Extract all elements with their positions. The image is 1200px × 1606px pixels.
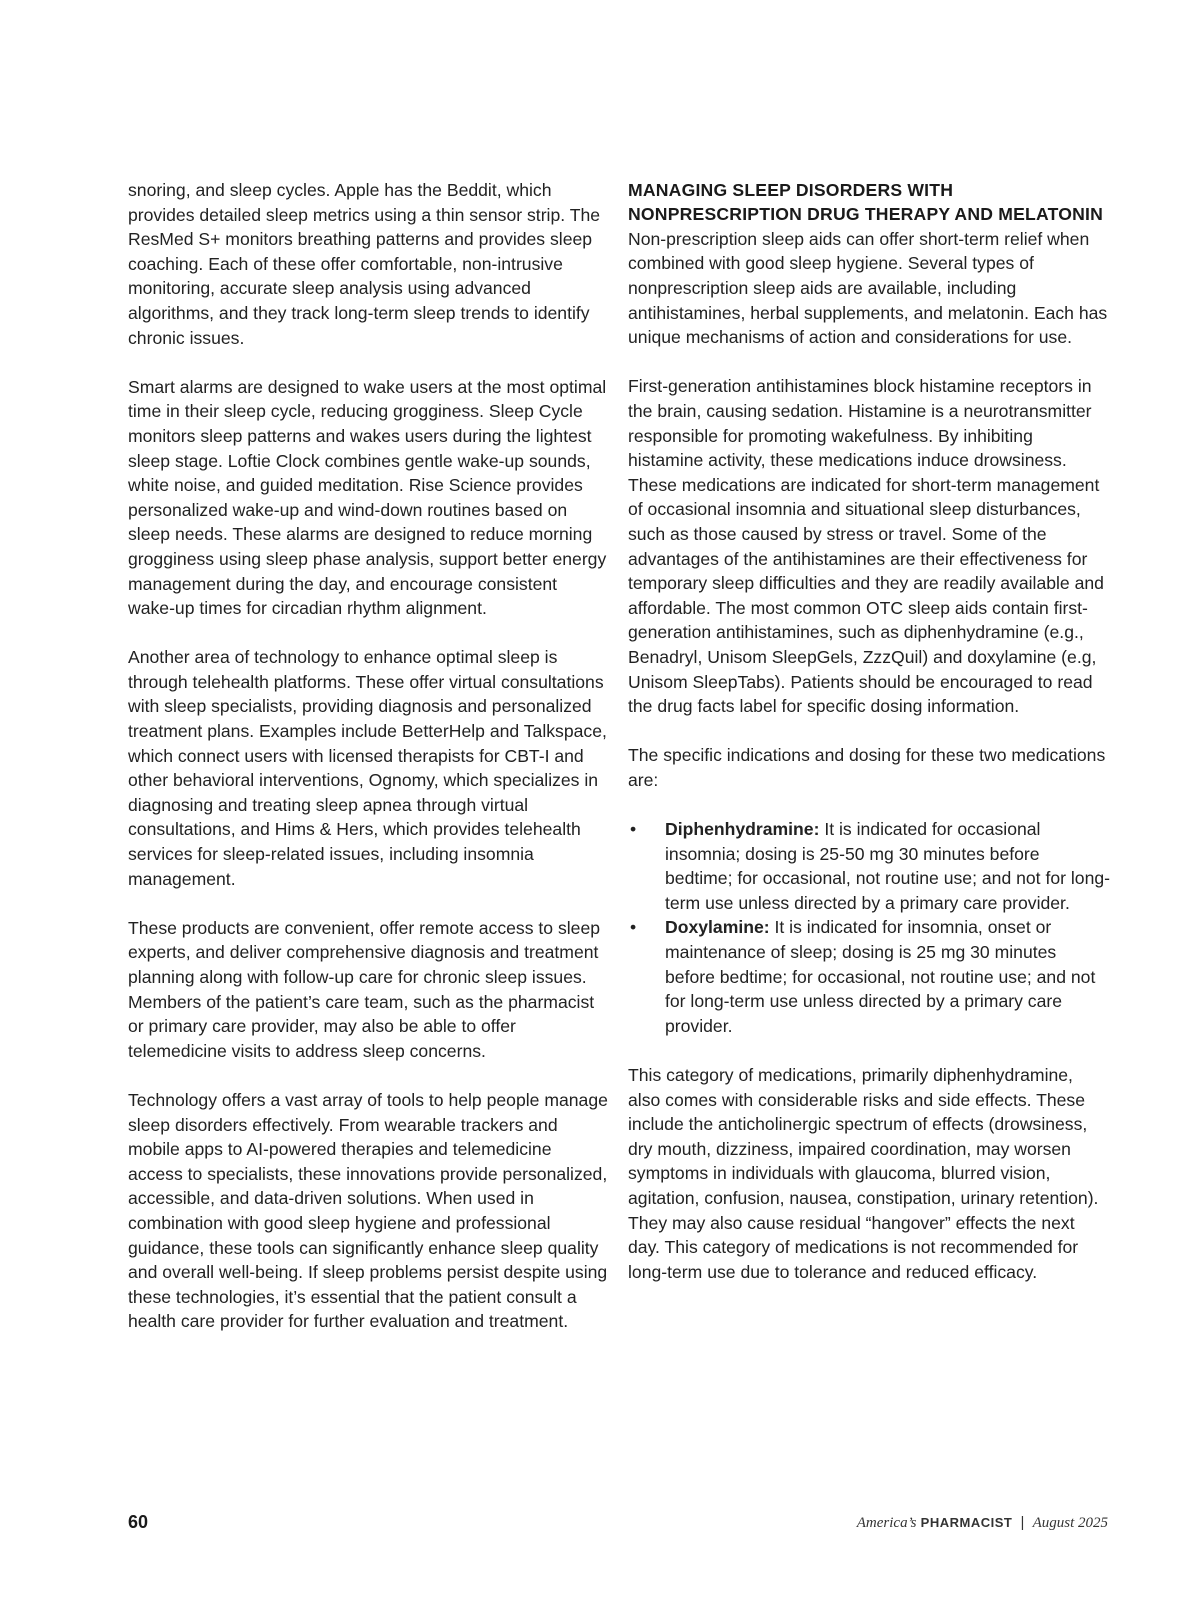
- bullet-marker: •: [630, 819, 637, 840]
- issue-date: August 2025: [1032, 1515, 1108, 1531]
- paragraph-smart-alarms: Smart alarms are designed to wake users at the most optimal time in their sleep cycle, reducing grogginess. Sleep Cycle monitors sleep patterns and wakes users during the lightest sleep stage. Loftie Clock combines gentle wake-up sounds, white noise, and guided meditation. Rise Science provides personalized wake-up and wind-down routines based on sleep needs. These alarms are designed to reduce morning grogginess using sleep phase analysis, support better energy management during the day, and encourage consistent wake-up times for circadian rhythm alignment.: [128, 376, 607, 619]
- paragraph-intro: Non-prescription sleep aids can offer short-term relief when combined with good sleep hygiene. Several types of nonprescription sleep aids are available, including antihistamines, herbal supplements, and melatonin. Each has unique mechanisms of action and considerations for use.: [628, 228, 1108, 348]
- publication-name: PHARMACIST: [920, 1515, 1013, 1530]
- section-heading: MANAGING SLEEP DISORDERS WITH NONPRESCRIPTION DRUG THERAPY AND MELATONIN: [628, 180, 1103, 225]
- list-item: [628, 817, 1110, 915]
- footer-separator: |: [1020, 1514, 1025, 1531]
- publication-prefix: America’s: [856, 1515, 917, 1531]
- bullet-text: It is indicated for insomnia, onset or maintenance of sleep; dosing is 25 mg 30 minutes before bedtime; for occasional, not routine use; and not for long-term use unless directed by a primary care provider.: [665, 917, 1096, 1036]
- page-number: 60: [128, 1512, 149, 1532]
- paragraph-antihistamines: First-generation antihistamines block histamine receptors in the brain, causing sedation. Histamine is a neurotransmitter responsible for promoting wakefulness. By inhibiting histamine activity, these medications induce drowsiness. These medications are indicated for short-term management of occasional insomnia and situational sleep disturbances, such as those caused by stress or travel. Some of the advantages of the antihistamines are their effectiveness for temporary sleep difficulties and they are readily available and affordable. The most common OTC sleep aids contain first-generation antihistamines, such as diphenhydramine (e.g., Benadryl, Unisom SleepGels, ZzzQuil) and doxylamine (e.g, Unisom SleepTabs). Patients should be encouraged to read the drug facts label for specific dosing information.: [628, 376, 1104, 717]
- dosing-list: [628, 817, 1110, 1038]
- paragraph-telehealth-benefits: These products are convenient, offer remote access to sleep experts, and deliver comprehensive diagnosis and treatment planning along with follow-up care for chronic sleep issues. Members of the patient’s care team, such as the pharmacist or primary care provider, may also be able to offer telemedicine visits to address sleep concerns.: [128, 917, 601, 1061]
- paragraph-telehealth: Another area of technology to enhance optimal sleep is through telehealth platforms. These offer virtual consultations with sleep specialists, providing diagnosis and personalized treatment plans. Examples include BetterHelp and Talkspace, which connect users with licensed therapists for CBT-I and other behavioral interventions, Ognomy, which specializes in diagnosing and treating sleep apnea through virtual consultations, and Hims & Hers, which provides telehealth services for sleep-related issues, including insomnia management.: [128, 647, 607, 889]
- bullet-term: Diphenhydramine:: [665, 819, 820, 840]
- bullet-text: It is indicated for occasional insomnia; dosing is 25-50 mg 30 minutes before bedtime; for occasional, not routine use; and not for long-term use unless directed by a primary care provider.: [665, 819, 1110, 913]
- paragraph-wearables: snoring, and sleep cycles. Apple has the Beddit, which provides detailed sleep metrics using a thin sensor strip. The ResMed S+ monitors breathing patterns and provides sleep coaching. Each of these offer comfortable, non-intrusive monitoring, accurate sleep analysis using advanced algorithms, and they track long-term sleep trends to identify chronic issues.: [128, 180, 601, 348]
- left-column: [128, 178, 608, 1359]
- publication-footer: [857, 1514, 1108, 1532]
- right-column: [628, 178, 1110, 1309]
- paragraph-dosing-intro: The specific indications and dosing for these two medications are:: [628, 745, 1106, 790]
- bullet-marker: •: [630, 917, 637, 938]
- bullet-term: Doxylamine:: [665, 917, 770, 938]
- paragraph-risks: This category of medications, primarily diphenhydramine, also comes with considerable risks and side effects. These include the anticholinergic spectrum of effects (drowsiness, dry mouth, dizziness, impaired coordination, may worsen symptoms in individuals with glaucoma, blurred vision, agitation, confusion, nausea, constipation, urinary retention). They may also cause residual “hangover” effects the next day. This category of medications is not recommended for long-term use due to tolerance and reduced efficacy.: [628, 1065, 1099, 1282]
- list-item: [628, 915, 1110, 1038]
- paragraph-technology-summary: Technology offers a vast array of tools to help people manage sleep disorders effectively. From wearable trackers and mobile apps to AI-powered therapies and telemedicine access to specialists, these innovations provide personalized, accessible, and data-driven solutions. When used in combination with good sleep hygiene and professional guidance, these tools can significantly enhance sleep quality and overall well-being. If sleep problems persist despite using these technologies, it’s essential that the patient consult a health care provider for further evaluation and treatment.: [128, 1089, 608, 1332]
